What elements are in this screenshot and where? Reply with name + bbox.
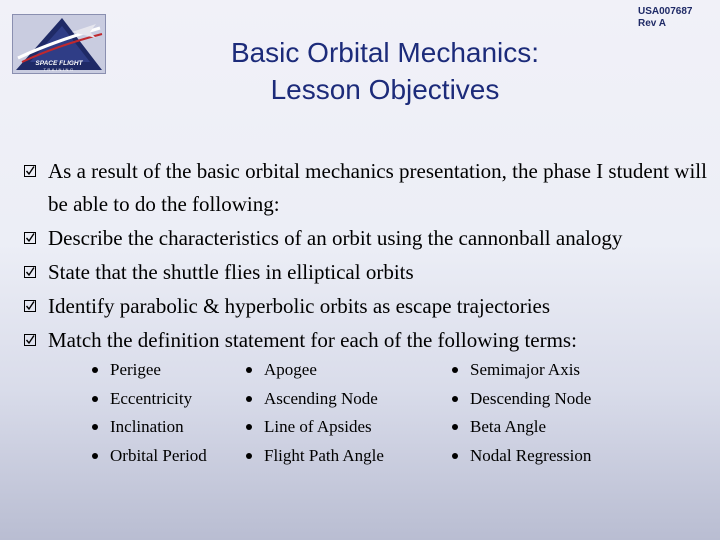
checkbox-checked-icon bbox=[24, 165, 36, 177]
title-line-2: Lesson Objectives bbox=[270, 74, 500, 105]
term-item bbox=[452, 442, 591, 471]
bullet-icon bbox=[92, 396, 98, 402]
term-text: Inclination bbox=[110, 417, 184, 437]
objective-item bbox=[24, 290, 714, 323]
bullet-icon bbox=[452, 424, 458, 430]
term-text: Semimajor Axis bbox=[470, 360, 581, 379]
term-text: Beta Angle bbox=[470, 417, 547, 437]
terms-column-3 bbox=[452, 356, 591, 471]
checkbox-checked-icon bbox=[24, 266, 36, 278]
logo-text-bottom: TRAINING bbox=[43, 67, 75, 72]
bullet-icon bbox=[452, 453, 458, 459]
objective-item bbox=[24, 324, 714, 357]
bullet-icon bbox=[92, 424, 98, 430]
term-item bbox=[452, 385, 591, 414]
term-text: Eccentricity bbox=[110, 388, 193, 408]
term-text: Perigee bbox=[110, 360, 161, 379]
term-text: Ascending Node bbox=[264, 388, 378, 408]
term-item bbox=[246, 356, 384, 385]
page-title bbox=[150, 34, 620, 108]
terms-column-1 bbox=[92, 356, 207, 471]
bullet-icon bbox=[246, 367, 252, 373]
doc-revision: Rev A bbox=[638, 18, 666, 29]
term-text: Flight Path Angle bbox=[264, 446, 384, 466]
term-text: Apogee bbox=[264, 360, 317, 379]
bullet-icon bbox=[246, 396, 252, 402]
logo-text-top: SPACE FLIGHT bbox=[35, 60, 83, 67]
objective-item bbox=[24, 222, 714, 255]
objective-item bbox=[24, 155, 714, 221]
checkbox-checked-icon bbox=[24, 232, 36, 244]
title-line-1: Basic Orbital Mechanics: bbox=[230, 37, 540, 68]
objective-text: As a result of the basic orbital mechanics presentation, the phase I student will be able to do the following: bbox=[48, 159, 707, 216]
bullet-icon bbox=[92, 367, 98, 373]
term-item bbox=[452, 356, 591, 385]
bullet-icon bbox=[452, 396, 458, 402]
objective-text: Describe the characteristics of an orbit using the cannonball analogy bbox=[48, 226, 623, 250]
term-text: Line of Apsides bbox=[264, 417, 372, 437]
document-id bbox=[638, 6, 692, 30]
term-text: Orbital Period bbox=[110, 446, 207, 466]
objective-text: Match the definition statement for each of the following terms: bbox=[48, 328, 577, 352]
term-item bbox=[246, 385, 384, 414]
term-item bbox=[92, 442, 207, 471]
objective-text: State that the shuttle flies in elliptical orbits bbox=[48, 260, 414, 284]
terms-column-2 bbox=[246, 356, 384, 471]
objective-item bbox=[24, 256, 714, 289]
bullet-icon bbox=[246, 424, 252, 430]
space-flight-training-logo bbox=[12, 14, 106, 74]
term-item bbox=[246, 413, 384, 442]
checkbox-checked-icon bbox=[24, 300, 36, 312]
term-item bbox=[92, 385, 207, 414]
term-item bbox=[246, 442, 384, 471]
doc-number: USA007687 bbox=[638, 6, 693, 17]
term-item bbox=[92, 413, 207, 442]
term-text: Descending Node bbox=[470, 388, 592, 408]
term-text: Nodal Regression bbox=[470, 446, 592, 466]
bullet-icon bbox=[246, 453, 252, 459]
objectives-list bbox=[24, 155, 714, 358]
objective-text: Identify parabolic & hyperbolic orbits as escape trajectories bbox=[48, 294, 551, 318]
bullet-icon bbox=[92, 453, 98, 459]
term-item bbox=[92, 356, 207, 385]
checkbox-checked-icon bbox=[24, 334, 36, 346]
bullet-icon bbox=[452, 367, 458, 373]
term-item bbox=[452, 413, 591, 442]
